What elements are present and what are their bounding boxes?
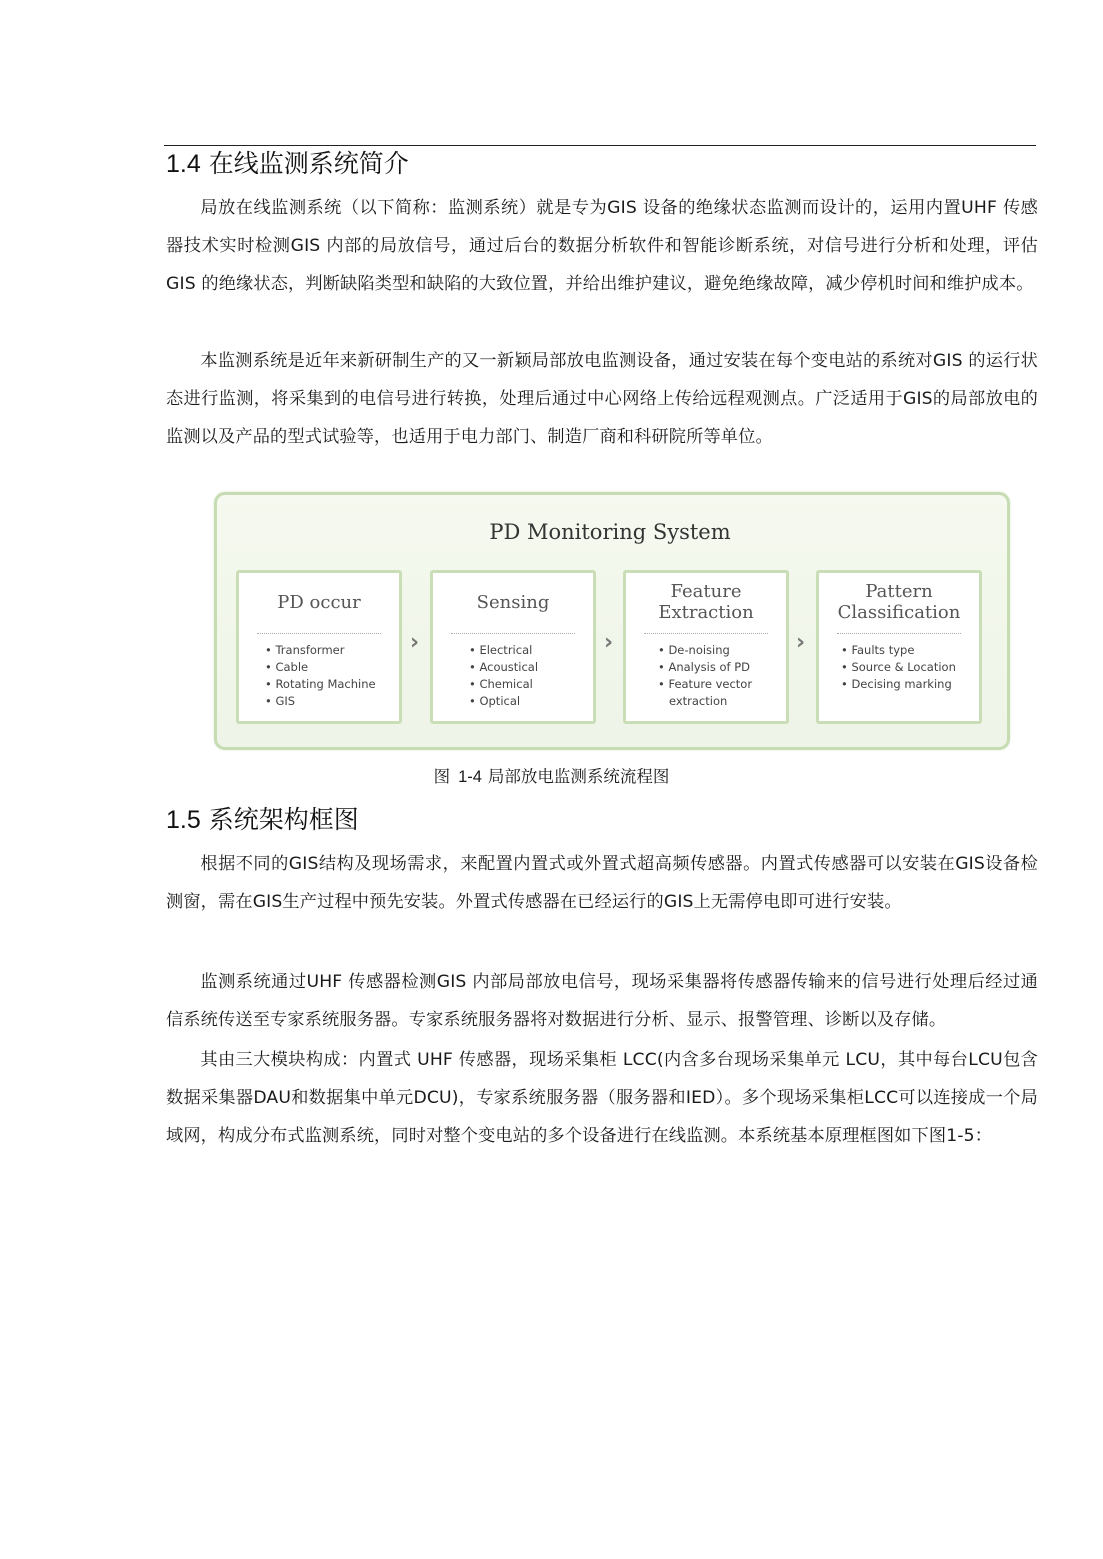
stage-box-pd-occur bbox=[236, 570, 402, 724]
list-item: extraction bbox=[668, 694, 728, 708]
paragraph: 其由三大模块构成：内置式 UHF 传感器，现场采集柜 LCC(内含多台现场采集单元 LCU，其中每台LCU包含数据采集器DAU和数据集中单元DCU)，专家系统服务器（服务器和IED）。多个现场采集柜LCC可以连接成一个局域网，构成分布式监测系统，同时对整个变电站的多个设备进行在线监测。本系统基本原理框图如下图1-5： bbox=[166, 1050, 1038, 1146]
stage-box-feature-extraction bbox=[623, 570, 789, 724]
list-item: • Faults type bbox=[841, 642, 956, 659]
caption-text: 局部放电监测系统流程图 bbox=[487, 767, 670, 786]
stage-title: PD occur bbox=[277, 591, 361, 613]
section-1-5-heading bbox=[166, 803, 359, 837]
stage-title: Pattern Classification bbox=[837, 581, 961, 623]
stage-divider bbox=[837, 633, 961, 634]
list-item: • GIS bbox=[265, 693, 376, 710]
section-number: 1.5 bbox=[166, 806, 201, 834]
paragraph: 根据不同的GIS结构及现场需求，来配置内置式或外置式超高频传感器。内置式传感器可以安装在GIS设备检测窗，需在GIS生产过程中预先安装。外置式传感器在已经运行的GIS上无需停电即可进行安装。 bbox=[166, 854, 1038, 912]
paragraph: 本监测系统是近年来新研制生产的又一新颖局部放电监测设备，通过安装在每个变电站的系统对GIS 的运行状态进行监测，将采集到的电信号进行转换，处理后通过中心网络上传给远程观测点。广泛适用于GIS的局部放电的监测以及产品的型式试验等，也适用于电力部门、制造厂商和科研院所等单位。 bbox=[166, 351, 1038, 447]
list-item: • Feature vector bbox=[658, 676, 752, 693]
list-item: • Electrical bbox=[469, 642, 538, 659]
caption-prefix: 图 bbox=[433, 767, 451, 786]
stage-divider bbox=[257, 633, 381, 634]
stage-list bbox=[265, 642, 376, 710]
list-item: • Decising marking bbox=[841, 676, 956, 693]
chevron-right-icon: › bbox=[604, 630, 614, 655]
caption-number: 1-4 bbox=[458, 768, 482, 786]
section-1-4-heading bbox=[166, 147, 409, 181]
paragraph: 监测系统通过UHF 传感器检测GIS 内部局部放电信号，现场采集器将传感器传输来的信号进行处理后经过通信系统传送至专家系统服务器。专家系统服务器将对数据进行分析、显示、报警管理、诊断以及存储。 bbox=[166, 972, 1038, 1030]
paragraph: 局放在线监测系统（以下简称：监测系统）就是专为GIS 设备的绝缘状态监测而设计的，运用内置UHF 传感器技术实时检测GIS 内部的局放信号，通过后台的数据分析软件和智能诊断系统，对信号进行分析和处理，评估GIS 的绝缘状态，判断缺陷类型和缺陷的大致位置，并给出维护建议，避免绝缘故障，减少停机时间和维护成本。 bbox=[166, 198, 1038, 294]
list-item: • Analysis of PD bbox=[658, 659, 752, 676]
section-title: 系统架构框图 bbox=[208, 805, 359, 834]
stage-list bbox=[841, 642, 956, 693]
list-item: • Optical bbox=[469, 693, 538, 710]
list-item: • Source & Location bbox=[841, 659, 956, 676]
pd-monitoring-figure bbox=[212, 490, 1008, 750]
chevron-right-icon: › bbox=[410, 630, 420, 655]
stage-title: Sensing bbox=[476, 591, 550, 613]
top-rule bbox=[164, 145, 1036, 146]
section-title: 在线监测系统简介 bbox=[208, 149, 409, 178]
chevron-right-icon: › bbox=[796, 630, 806, 655]
stage-divider bbox=[644, 633, 768, 634]
figure-caption bbox=[0, 763, 1103, 787]
list-item: • Chemical bbox=[469, 676, 538, 693]
section-number: 1.4 bbox=[166, 150, 201, 178]
stage-box-sensing bbox=[430, 570, 596, 724]
list-item: • Acoustical bbox=[469, 659, 538, 676]
stage-divider bbox=[451, 633, 575, 634]
stage-title: Feature Extraction bbox=[658, 581, 754, 623]
list-item: • De-noising bbox=[658, 642, 752, 659]
stage-list bbox=[469, 642, 538, 710]
figure-title: PD Monitoring System bbox=[489, 520, 731, 544]
list-item: • Transformer bbox=[265, 642, 376, 659]
stage-box-pattern-classification bbox=[816, 570, 982, 724]
list-item: • Rotating Machine bbox=[265, 676, 376, 693]
stage-list bbox=[658, 642, 752, 710]
list-item: • Cable bbox=[265, 659, 376, 676]
